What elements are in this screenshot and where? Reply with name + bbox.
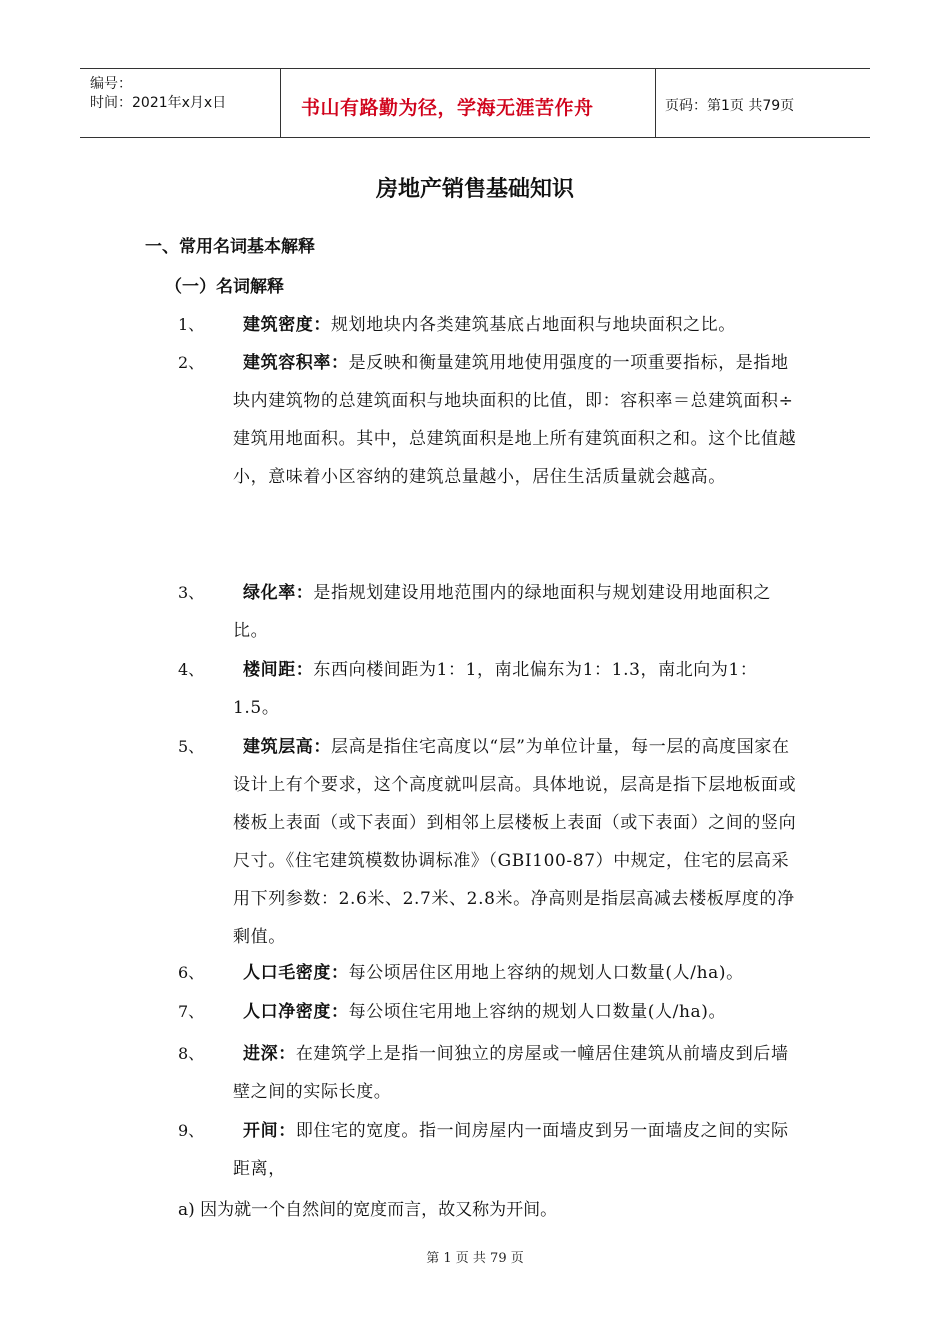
item-text: 是指规划建设用地范围内的绿地面积与规划建设用地面积之比。	[233, 583, 772, 641]
item-term: 绿化率：	[243, 583, 314, 603]
item-text: 即住宅的宽度。指一间房屋内一面墙皮到另一面墙皮之间的实际距离，	[233, 1121, 789, 1179]
item-term: 楼间距：	[243, 660, 314, 680]
item-number: 5、	[178, 737, 205, 756]
header-meta-cell	[80, 69, 280, 137]
item-text: 规划地块内各类建筑基底占地面积与地块面积之比。	[331, 315, 736, 335]
subsection-heading: （一）名词解释	[165, 277, 284, 297]
item-text: 层高是指住宅高度以“层”为单位计量，每一层的高度国家在设计上有个要求，这个高度就叫层高。具体地说，层高是指下层地板面或楼板上表面（或下表面）到相邻上层楼板上表面（或下表面）之间的竖向尺寸。《住宅建筑模数协调标准》（GBI100-87）中规定，住宅的层高采用下列参数：2.6米、2.7米、2.8米。净高则是指层高减去楼板厚度的净剩值。	[233, 737, 797, 947]
item-number: 4、	[178, 660, 205, 679]
item-term: 建筑容积率：	[243, 353, 349, 373]
item-number: 1、	[178, 315, 205, 334]
document-header	[80, 68, 870, 138]
item-number: 9、	[178, 1121, 205, 1140]
item-term: 进深：	[243, 1044, 296, 1064]
item-body	[233, 344, 803, 496]
item-number: 7、	[178, 1002, 205, 1021]
item-term: 建筑层高：	[243, 737, 331, 757]
item-body	[233, 728, 803, 956]
header-motto-cell	[280, 69, 656, 137]
item-body	[233, 1112, 803, 1188]
item-term: 建筑密度：	[243, 315, 331, 335]
item-text: 东西向楼间距为1：1，南北偏东为1：1.3，南北向为1：1.5。	[233, 660, 758, 718]
item-number: 8、	[178, 1044, 205, 1063]
page-info: 页码：第1页 共79页	[665, 98, 795, 114]
section-heading: 一、常用名词基本解释	[145, 237, 315, 257]
item-term: 人口毛密度：	[243, 963, 349, 983]
item-number: 3、	[178, 583, 205, 602]
time-label: 时间：2021年x月x日	[90, 95, 227, 111]
item-text: 每公顷住宅用地上容纳的规划人口数量(人/ha)。	[348, 1002, 727, 1022]
item-body	[233, 651, 803, 727]
item-term: 开间：	[243, 1121, 296, 1141]
item-number: 2、	[178, 353, 205, 372]
item-body	[233, 954, 803, 992]
item-body	[233, 306, 803, 344]
motto: 书山有路勤为径，学海无涯苦作舟	[301, 97, 594, 119]
item-body	[233, 993, 803, 1031]
header-page-cell	[655, 69, 870, 137]
item-body	[233, 574, 803, 650]
item-term: 人口净密度：	[243, 1002, 349, 1022]
item-number: 6、	[178, 963, 205, 982]
item-body	[233, 1035, 803, 1111]
document-title: 房地产销售基础知识	[375, 177, 574, 202]
item-text: 每公顷居住区用地上容纳的规划人口数量(人/ha)。	[348, 963, 744, 983]
item-text: 是反映和衡量建筑用地使用强度的一项重要指标，是指地块内建筑物的总建筑面积与地块面积的比值，即：容积率＝总建筑面积÷建筑用地面积。其中，总建筑面积是地上所有建筑面积之和。这个比值越小，意味着小区容纳的建筑总量越小，居住生活质量就会越高。	[233, 353, 797, 487]
page-footer: 第 1 页 共 79 页	[426, 1251, 524, 1266]
sub-item-a: a) 因为就一个自然间的宽度而言，故又称为开间。	[178, 1200, 558, 1220]
number-label: 编号：	[90, 76, 132, 92]
item-text: 在建筑学上是指一间独立的房屋或一幢居住建筑从前墙皮到后墙壁之间的实际长度。	[233, 1044, 789, 1102]
